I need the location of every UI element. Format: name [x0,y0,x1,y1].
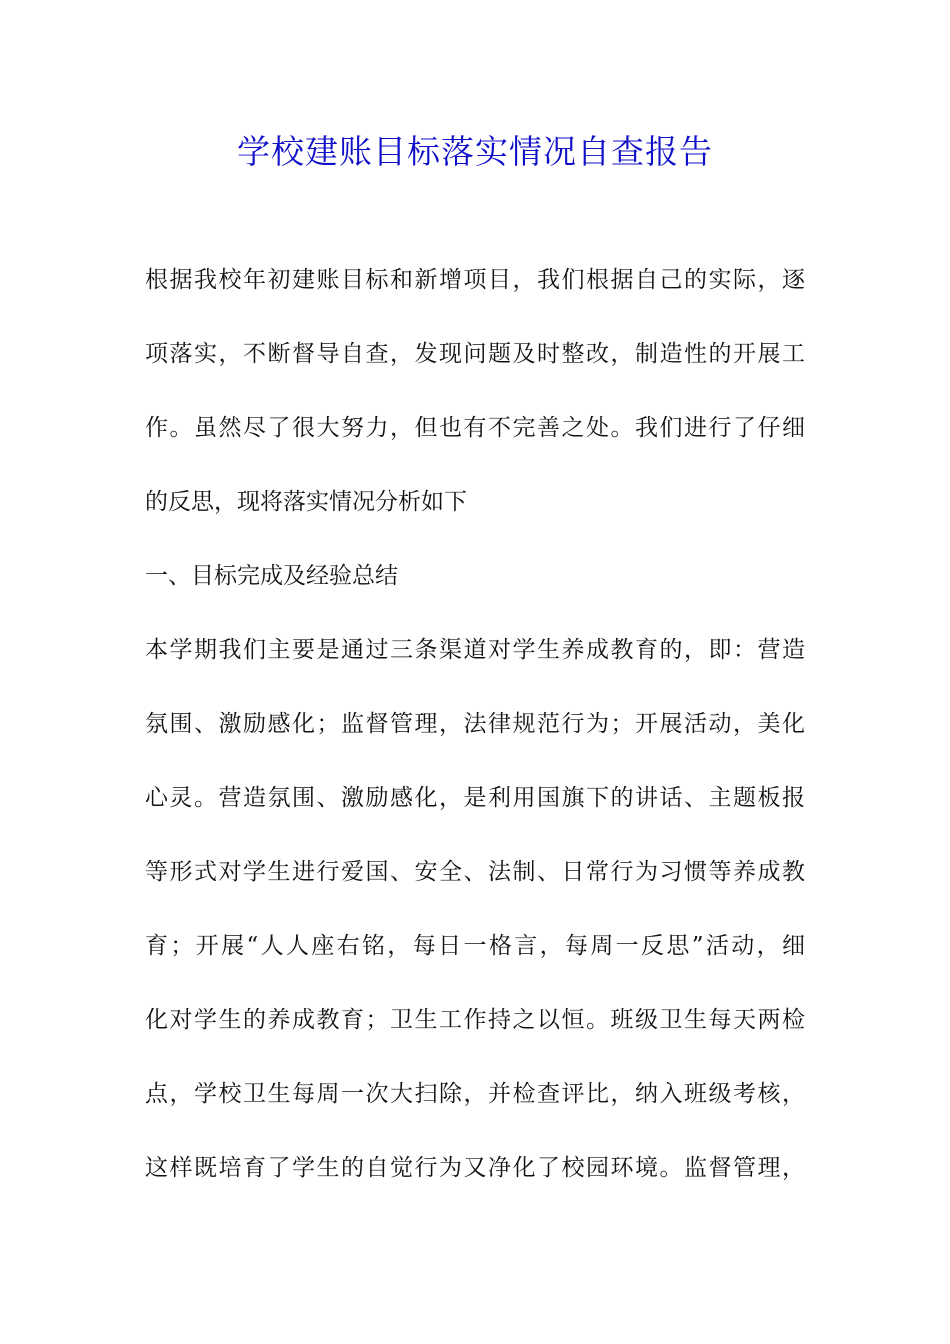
text-line: 心灵。营造氛围、激励感化，是利用国旗下的讲话、主题板报 [145,785,805,811]
text-line: 育；开展“人人座右铭，每日一格言，每周一反思”活动，细 [145,933,805,959]
text-line: 本学期我们主要是通过三条渠道对学生养成教育的，即：营造 [145,637,805,663]
document-body [145,262,805,1224]
section-heading [145,558,805,595]
text-line: 等形式对学生进行爱国、安全、法制、日常行为习惯等养成教 [145,859,805,885]
text-line: 的反思，现将落实情况分析如下 [145,489,467,515]
text-line: 项落实，不断督导自查，发现问题及时整改，制造性的开展工 [145,341,805,367]
text-line: 点，学校卫生每周一次大扫除，并检查评比，纳入班级考核， [145,1081,805,1107]
text-line: 作。虽然尽了很大努力，但也有不完善之处。我们进行了仔细 [145,415,805,441]
text-line: 氛围、激励感化；监督管理，法律规范行为；开展活动，美化 [145,711,805,737]
paragraph-body [145,632,805,1187]
text-line: 化对学生的养成教育；卫生工作持之以恒。班级卫生每天两检 [145,1007,805,1033]
text-line: 这样既培育了学生的自觉行为又净化了校园环境。监督管理， [145,1155,805,1181]
document-title: 学校建账目标落实情况自查报告 [237,132,713,171]
paragraph-intro [145,262,805,521]
text-line: 根据我校年初建账目标和新增项目，我们根据自己的实际，逐 [145,267,805,293]
heading-line: 一、目标完成及经验总结 [145,563,398,589]
